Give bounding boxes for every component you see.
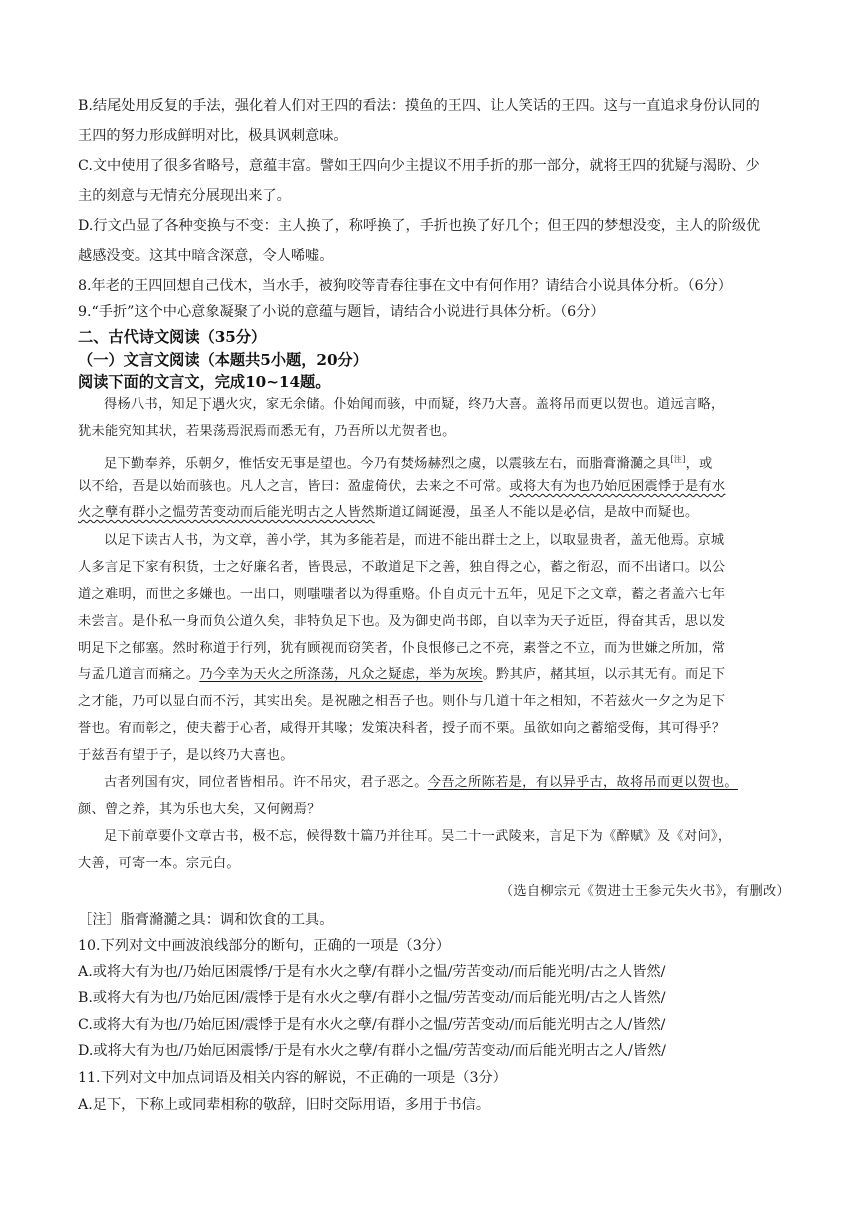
question-10-option-b: B.或将大有为也/乃始厄困/震悸于是有水火之孽/有群小之愠/劳苦变动/而后能光明/古之人皆然/ — [78, 990, 666, 1006]
passage-p3-line1: 以足下读古人书，为文章，善小学，其为多能若是，而进不能出群士之上，以取显贵者，盖无他焉。京城 — [104, 533, 725, 548]
passage-p2-line1 — [78, 449, 790, 475]
passage-p2-line2 — [78, 476, 790, 498]
question-8: 8.年老的王四回想自己伐木，当水手，被狗咬等青春往事在文中有何作用？请结合小说具体分析。（6分） — [78, 278, 732, 294]
passage-p1-line2: 犹未能究知其状，若果荡焉泯焉而悉无有，乃吾所以尤贺者也。 — [78, 424, 456, 439]
text-run: 以不给，吾是以始而骇也。凡人之言，皆曰：盈虚倚伏，去来之不可常。 — [78, 479, 510, 494]
q7-option-d-line1: D.行文凸显了各种变换与不变：主人换了，称呼换了，手折也换了好几个；但王四的梦想没变，主人的阶级优 — [78, 218, 761, 234]
question-10-stem: 10.下列对文中画波浪线部分的断句，正确的一项是（3分） — [78, 938, 451, 954]
question-9: 9.“手折”这个中心意象凝聚了小说的意蕴与题旨，请结合小说进行具体分析。（6分） — [78, 304, 605, 320]
question-11-option-a: A.足下，下称上或同辈相称的敬辞，旧时交际用语，多用于书信。 — [78, 1097, 491, 1113]
passage-p5-line1: 足下前章要仆文章古书，极不忘，候得数十篇乃并往耳。吴二十一武陵来，言足下为《醉赋》及《对问》， — [104, 829, 732, 844]
text-run: 得杨八书，知 — [104, 397, 185, 412]
dotted-char: 足 — [184, 397, 199, 412]
question-10-option-a: A.或将大有为也/乃始厄困震悸/于是有水火之孽/有群小之愠/劳苦变动/而后能光明/古之人皆然/ — [78, 964, 666, 980]
passage-p3-line7: 之才能，乃可以显白而不污，其实出矣。是祝融之相吾子也。则仆与几道十年之相知，不若兹火一夕之为足下 — [78, 694, 726, 709]
question-11-stem: 11.下列对文中加点词语及相关内容的解说，不正确的一项是（3分） — [78, 1070, 507, 1086]
footnote: ［注］脂膏滫瀡之具：调和饮食的工具。 — [78, 912, 334, 928]
text-run: 信，是故中而疑也。 — [577, 505, 699, 520]
passage-p4-line1 — [78, 772, 790, 794]
q7-option-b-line2: 王四的努力形成鲜明对比，极具讽刺意味。 — [78, 128, 348, 144]
dotted-char: 下 — [198, 397, 212, 412]
footnote-marker: [注] — [670, 455, 686, 464]
q7-option-c-line2: 主的刻意与无情充分展现出来了。 — [78, 188, 291, 204]
passage-source: （选自柳宗元《贺进士王参元失火书》，有删改） — [499, 884, 790, 899]
passage-p3-line4: 未尝言。是仆私一身而负公道久矣，非特负足下也。及为御史尚书郎，自以幸为天子近臣，得奋其舌，思以发 — [78, 614, 726, 629]
text-run: 与孟几道言而痛之。 — [78, 667, 200, 682]
passage-p4-line2: 颜、曾之养，其为乐也大矣，又何阙焉？ — [78, 802, 321, 817]
question-10-option-c: C.或将大有为也/乃始厄困/震悸于是有水火之孽/有群小之愠/劳苦变动/而后能光明古之人/皆然/ — [78, 1017, 666, 1033]
passage-p3-line5: 明足下之郁塞。然时称道于行列，犹有顾视而窃笑者，仆良恨修己之不亮，素誉之不立，而为世嫌之所加，常 — [78, 641, 726, 656]
passage-p1-line1 — [78, 394, 790, 416]
passage-p3-line3: 道之难明，而世之多嫌也。一出口，则嗤嗤者以为得重赂。仆自贞元十五年，见足下之文章，蓄之者盖六七年 — [78, 587, 726, 602]
subsection-heading: （一）文言文阅读（本题共5小题，20分） — [78, 351, 368, 369]
q7-option-b-line1: B.结尾处用反复的手法，强化着人们对王四的看法：摸鱼的王四、让人笑话的王四。这与一直追求身份认同的 — [78, 98, 760, 114]
text-run: ，或 — [685, 456, 713, 472]
text-run: 。黔其庐，赭其垣，以示其无有。而足下 — [482, 667, 726, 682]
text-run: 古者列国有灾，同位者皆相吊。许不吊灾，君子恶之。 — [104, 775, 428, 790]
text-run: 斯道辽阔诞漫，虽圣人不能以是 — [374, 505, 564, 520]
question-10-option-d: D.或将大有为也/乃始厄困震悸/于是有水火之孽/有群小之愠/劳苦变动/而后能光明古之人/皆然/ — [78, 1043, 666, 1059]
passage-p2-line3 — [78, 502, 790, 524]
text-run: 遇火灾，家无余储。仆始闻而骇，中而疑，终乃大喜。盖将吊而更以贺也。道远言略， — [211, 397, 725, 412]
reading-instruction: 阅读下面的文言文，完成10~14题。 — [78, 373, 331, 391]
passage-p3-line6 — [78, 664, 790, 686]
wavy-underlined-text: 火之孽有群小之愠劳苦变动而后能光明古之人皆然 — [78, 505, 375, 520]
wavy-underlined-text: 或将大有为也乃始厄困震悸于是有水 — [509, 479, 726, 494]
passage-p3-line2: 人多言足下家有积货，士之好廉名者，皆畏忌，不敢道足下之善，独自得之心，蓄之衔忍，而不出诸口。以公 — [78, 560, 726, 575]
q7-option-c-line1: C.文中使用了很多省略号，意蕴丰富。譬如王四向少主提议不用手折的那一部分，就将王四的犹疑与渴盼、少 — [78, 158, 760, 174]
section-heading: 二、古代诗文阅读（35分） — [78, 328, 267, 346]
passage-p3-line8: 誉也。宥而彰之，使夫蓄于心者，咸得开其喙；发策决科者，授子而不栗。虽欲如向之蓄缩受侮，其可得乎？ — [78, 721, 726, 736]
text-run: 足下勤奉养，乐朝夕，惟恬安无事是望也。今乃有焚炀赫烈之虞，以震骇左右，而脂膏滫瀡之具 — [104, 456, 671, 472]
passage-p3-line9: 于兹吾有望于子，是以终乃大喜也。 — [78, 748, 294, 763]
q7-option-d-line2: 越感没变。这其中暗含深意，令人唏嘘。 — [78, 248, 334, 264]
dotted-char: 必 — [563, 505, 578, 520]
underlined-text: 今吾之所陈若是，有以异乎古，故将吊而更以贺也。 — [427, 775, 738, 790]
passage-p5-line2: 大善，可寄一本。宗元白。 — [78, 856, 240, 871]
underlined-text: 乃今幸为天火之所涤荡，凡众之疑虑，举为灰埃 — [199, 667, 483, 682]
